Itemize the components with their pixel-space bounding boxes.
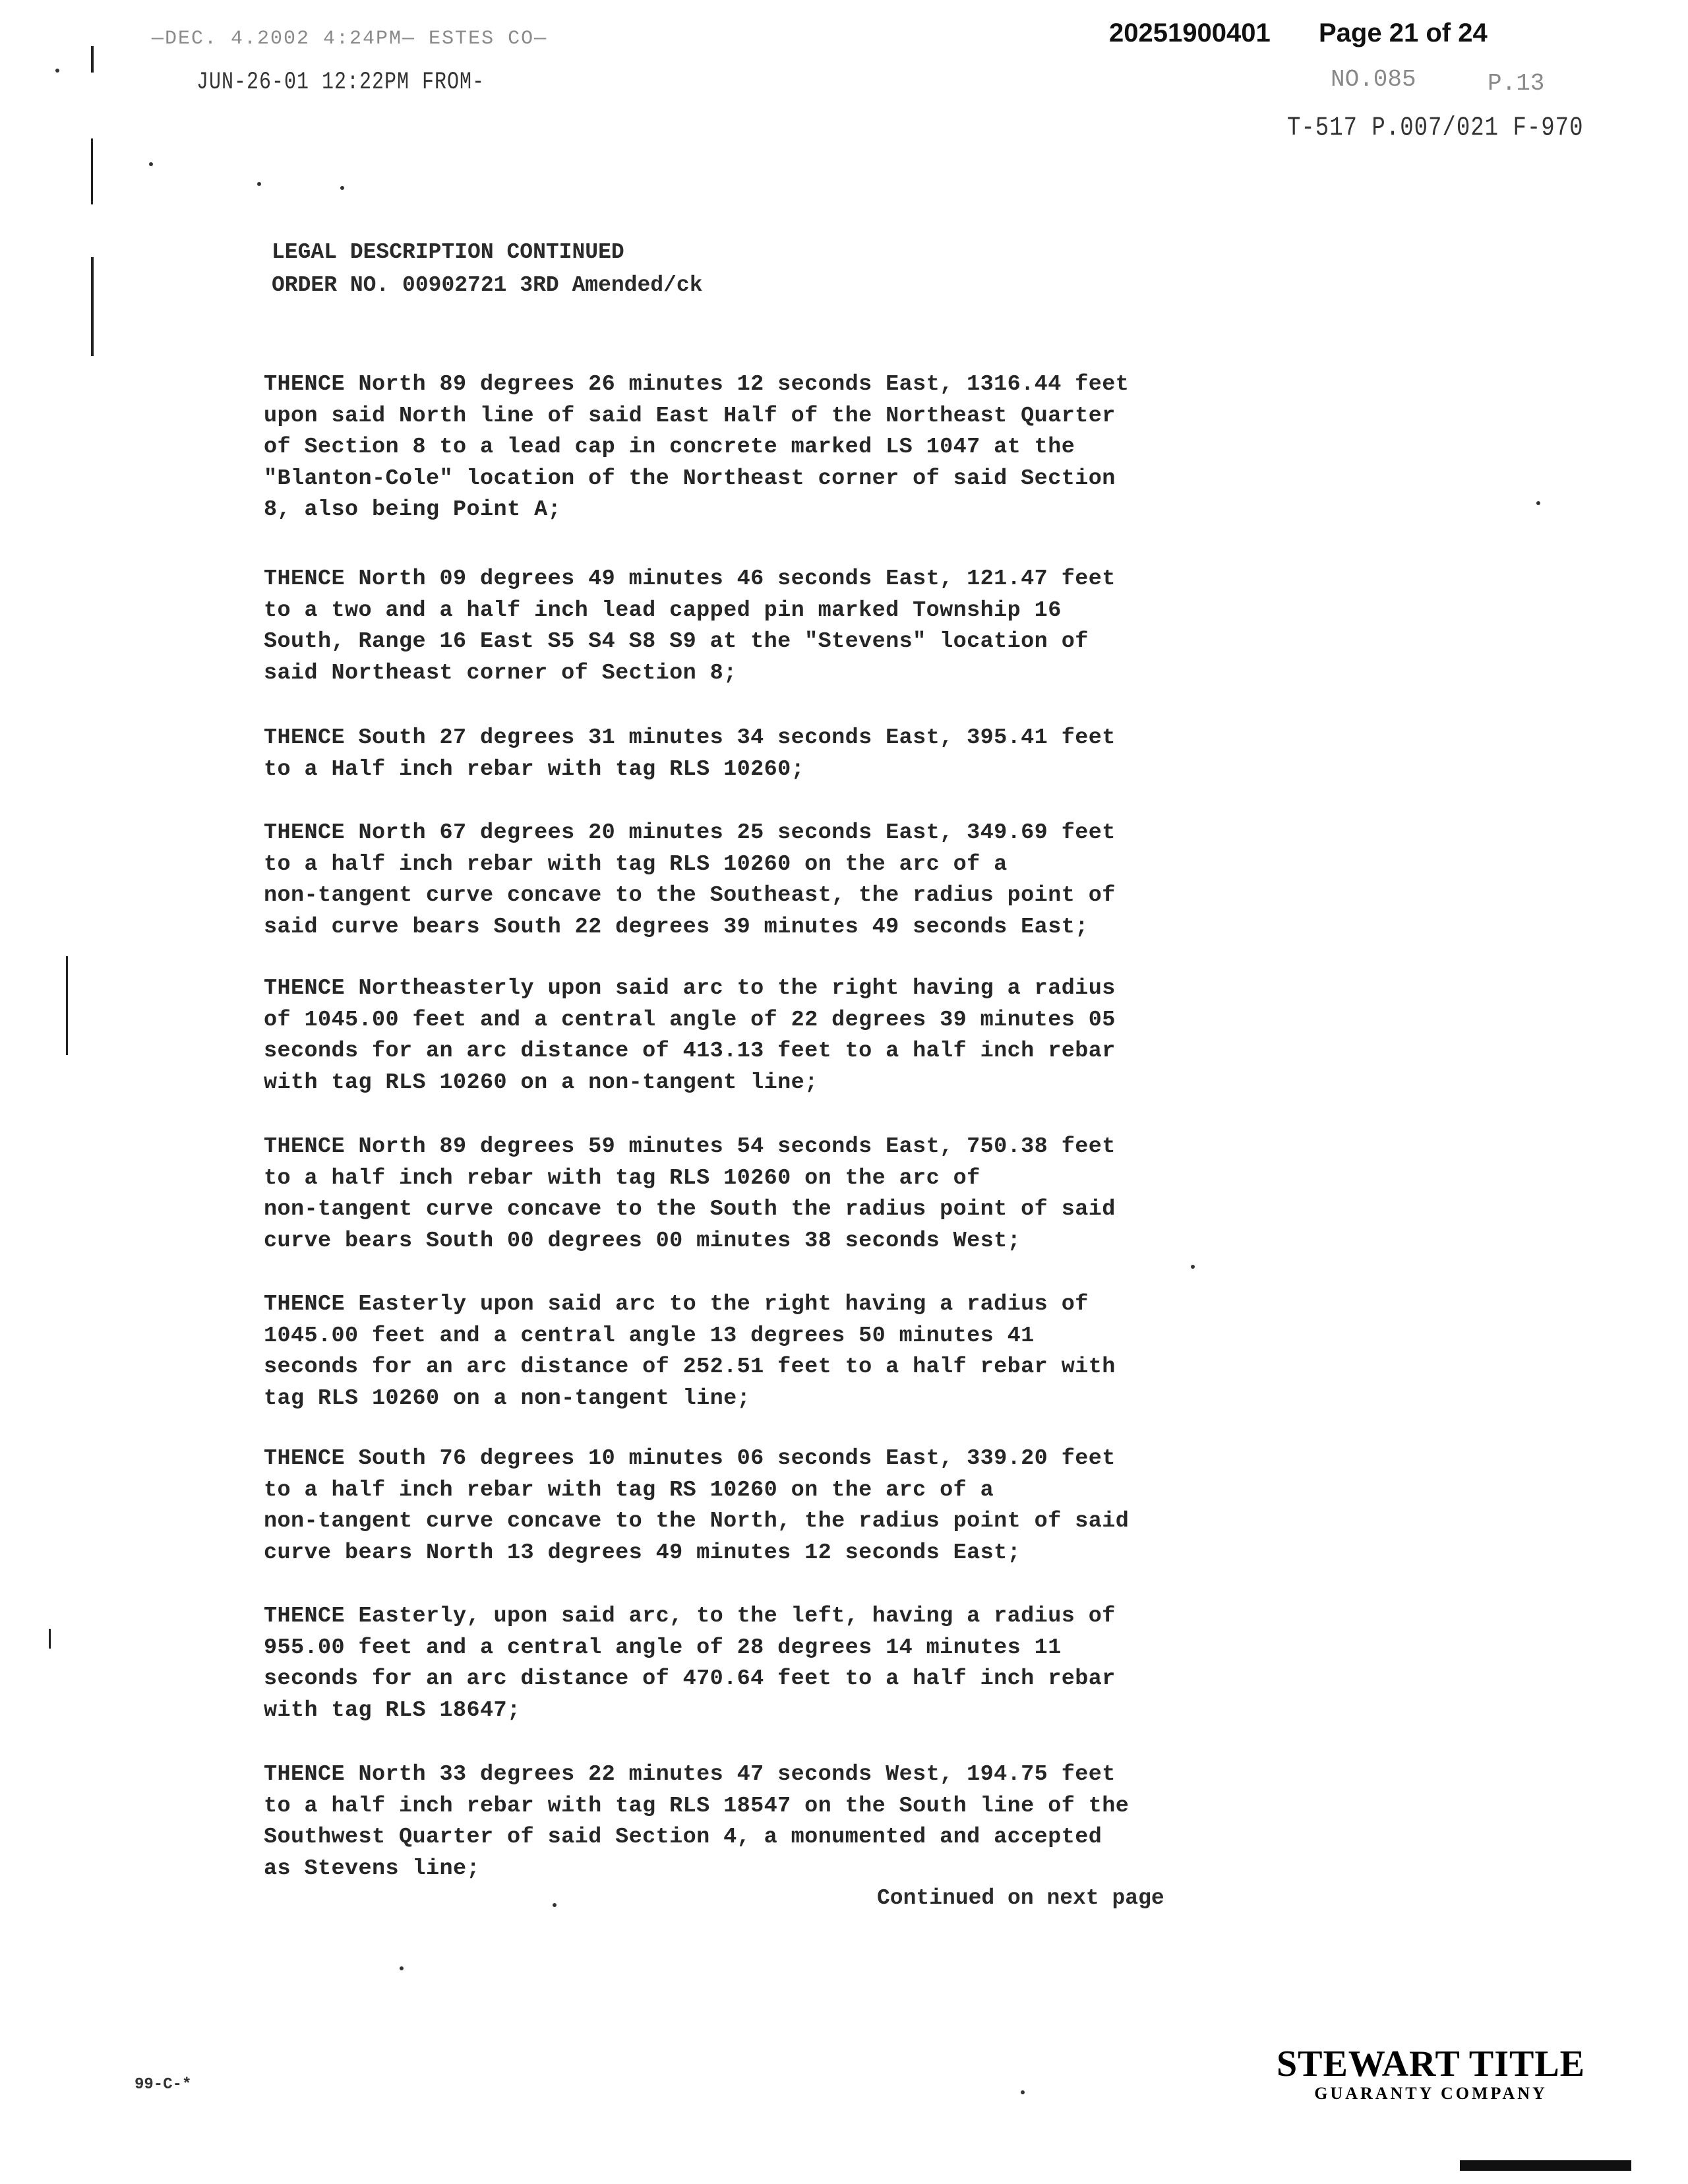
text-line: of Section 8 to a lead cap in concrete marked LS 1047 at the — [264, 435, 1075, 460]
logo-wordmark: STEWART TITLE — [1276, 2044, 1586, 2084]
text-line: to a half inch rebar with tag RS 10260 on the arc of a — [264, 1477, 994, 1503]
scan-speck — [149, 162, 153, 166]
text-line: THENCE Easterly, upon said arc, to the left, having a radius of — [264, 1604, 1116, 1629]
legal-paragraph-3 — [264, 723, 1332, 785]
scan-speck — [1191, 1265, 1195, 1269]
text-line: THENCE Northeasterly upon said arc to the right having a radius — [264, 976, 1116, 1001]
scan-speck — [1021, 2090, 1025, 2094]
text-line: seconds for an arc distance of 470.64 feet to a half inch rebar — [264, 1666, 1116, 1691]
text-line: said Northeast corner of Section 8; — [264, 660, 737, 686]
text-line: non-tangent curve concave to the Southeast, the radius point of — [264, 883, 1116, 908]
text-line: seconds for an arc distance of 413.13 feet to a half inch rebar — [264, 1039, 1116, 1064]
document-number: 20251900401 — [1109, 18, 1271, 47]
text-line: "Blanton-Cole" location of the Northeast corner of said Section — [264, 466, 1116, 491]
text-line: to a half inch rebar with tag RLS 10260 on the arc of — [264, 1165, 980, 1191]
text-line: THENCE South 76 degrees 10 minutes 06 seconds East, 339.20 feet — [264, 1446, 1116, 1471]
scan-speck — [55, 69, 59, 73]
scan-mark — [66, 956, 68, 1055]
text-line: tag RLS 10260 on a non-tangent line; — [264, 1385, 751, 1411]
legal-paragraph-5 — [264, 973, 1332, 1099]
text-line: curve bears South 00 degrees 00 minutes 38 seconds West; — [264, 1228, 1021, 1254]
text-line: THENCE North 09 degrees 49 minutes 46 seconds East, 121.47 feet — [264, 566, 1116, 592]
text-line: seconds for an arc distance of 252.51 feet to a half rebar with — [264, 1354, 1116, 1380]
text-line: said curve bears South 22 degrees 39 minutes 49 seconds East; — [264, 914, 1089, 940]
scan-speck — [257, 182, 261, 186]
legal-paragraph-8 — [264, 1443, 1332, 1569]
scan-speck — [400, 1966, 404, 1970]
fax-header-line: JUN-26-01 12:22PM FROM- — [196, 68, 485, 97]
text-line: THENCE North 89 degrees 59 minutes 54 seconds East, 750.38 feet — [264, 1134, 1116, 1159]
legal-paragraph-9 — [264, 1601, 1332, 1726]
legal-paragraph-6 — [264, 1132, 1332, 1257]
text-line: to a Half inch rebar with tag RLS 10260; — [264, 756, 805, 782]
fax-header-top: —DEC. 4.2002 4:24PM— ESTES CO— — [152, 28, 548, 50]
scan-speck — [1536, 501, 1540, 505]
text-line: non-tangent curve concave to the North, the radius point of said — [264, 1509, 1130, 1534]
legal-paragraph-7 — [264, 1289, 1332, 1414]
text-line: 1045.00 feet and a central angle 13 degrees 50 minutes 41 — [264, 1323, 1035, 1349]
text-line: to a half inch rebar with tag RLS 18547 on the South line of the — [264, 1793, 1130, 1819]
scan-speck — [553, 1903, 557, 1907]
text-line: to a two and a half inch lead capped pin marked Township 16 — [264, 597, 1062, 623]
text-line: upon said North line of said East Half of the Northeast Quarter — [264, 403, 1116, 429]
stewart-title-logo — [1226, 2044, 1635, 2104]
logo-subtitle: GUARANTY COMPANY — [1314, 2084, 1548, 2103]
form-code: 99-C-* — [135, 2076, 192, 2094]
continued-note: Continued on next page — [877, 1886, 1164, 1910]
document-title: LEGAL DESCRIPTION CONTINUED — [272, 240, 624, 264]
text-line: THENCE North 67 degrees 20 minutes 25 seconds East, 349.69 feet — [264, 820, 1116, 845]
text-line: 955.00 feet and a central angle of 28 degrees 14 minutes 11 — [264, 1635, 1062, 1660]
text-line: to a half inch rebar with tag RLS 10260 on the arc of a — [264, 851, 1008, 877]
fax-page-code: P.13 — [1488, 70, 1545, 97]
text-line: with tag RLS 10260 on a non-tangent line; — [264, 1070, 818, 1095]
legal-paragraph-4 — [264, 818, 1332, 943]
text-line: 8, also being Point A; — [264, 497, 562, 522]
scan-speck — [340, 186, 344, 190]
scan-mark — [91, 138, 93, 204]
text-line: Southwest Quarter of said Section 4, a monumented and accepted — [264, 1825, 1102, 1850]
scan-bar — [1460, 2160, 1631, 2171]
legal-paragraph-1 — [264, 369, 1332, 526]
legal-paragraph-2 — [264, 564, 1332, 689]
scan-mark — [91, 46, 94, 73]
scan-mark — [91, 257, 94, 356]
text-line: South, Range 16 East S5 S4 S8 S9 at the "Stevens" location of — [264, 629, 1089, 654]
text-line: THENCE North 33 degrees 22 minutes 47 seconds West, 194.75 feet — [264, 1762, 1116, 1787]
text-line: with tag RLS 18647; — [264, 1697, 521, 1723]
text-line: THENCE South 27 degrees 31 minutes 34 seconds East, 395.41 feet — [264, 725, 1116, 750]
text-line: as Stevens line; — [264, 1856, 481, 1881]
legal-paragraph-10 — [264, 1759, 1332, 1885]
text-line: non-tangent curve concave to the South the radius point of said — [264, 1197, 1116, 1222]
text-line: curve bears North 13 degrees 49 minutes 12 seconds East; — [264, 1540, 1021, 1565]
fax-no-code: NO.085 — [1331, 66, 1416, 93]
text-line: THENCE North 89 degrees 26 minutes 12 seconds East, 1316.44 feet — [264, 372, 1130, 397]
fax-transmission-line: T-517 P.007/021 F-970 — [1287, 113, 1584, 144]
order-number: ORDER NO. 00902721 3RD Amended/ck — [272, 273, 703, 297]
scan-mark — [49, 1629, 51, 1649]
page-label: Page 21 of 24 — [1319, 18, 1488, 47]
text-line: THENCE Easterly upon said arc to the right having a radius of — [264, 1292, 1089, 1317]
text-line: of 1045.00 feet and a central angle of 22 degrees 39 minutes 05 — [264, 1007, 1116, 1033]
